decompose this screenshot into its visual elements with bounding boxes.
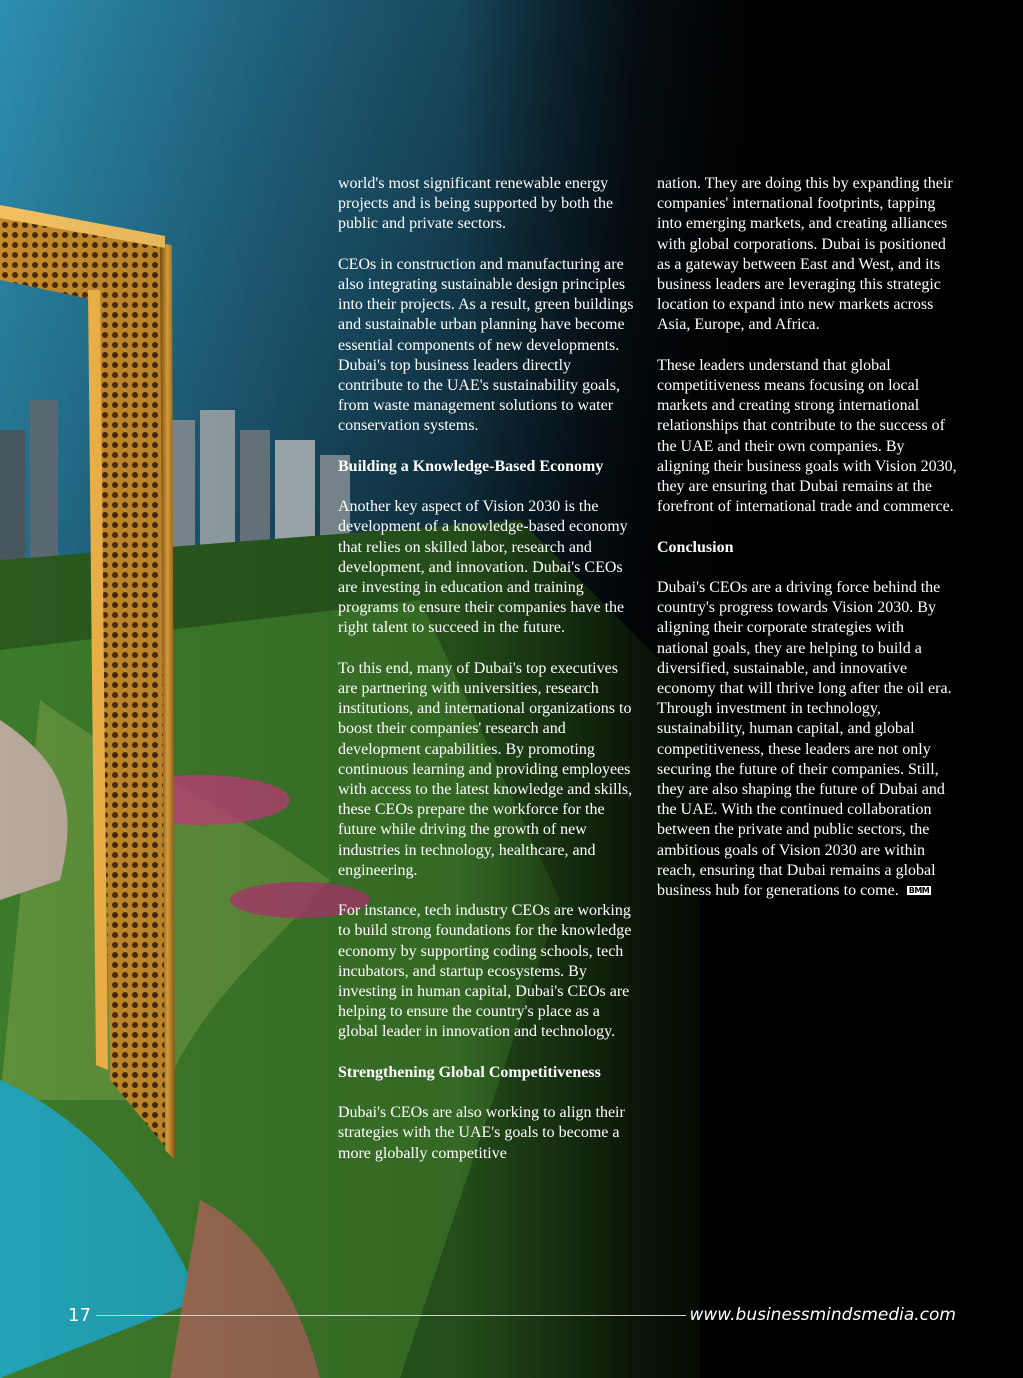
paragraph: CEOs in construction and manufacturing are also integrating sustainable design principles into their projects. As a result, green buildings and sustainable urban planning have become essential components of new developments. Dubai's top business leaders directly contribute to the UAE's sustainability goals, from waste management solutions to water conservation systems.	[338, 255, 634, 435]
section-heading: Conclusion	[657, 538, 734, 556]
paragraph: Dubai's CEOs are also working to align their strategies with the UAE's goals to become a more globally competitive	[338, 1104, 625, 1162]
article-column-right	[657, 174, 957, 921]
paragraph: world's most significant renewable energy projects and is being supported by both the public and private sectors.	[338, 175, 614, 233]
paragraph-conclusion	[657, 578, 957, 901]
paragraph: To this end, many of Dubai's top executives are partnering with universities, research institutions, and international organizations to boost their companies' research and development capabilities. By promoting continuous learning and providing employees with access to the latest knowledge and skills, these CEOs prepare the workforce for the future while driving the growth of new industries in technology, healthcare, and engineering.	[338, 659, 633, 879]
section-heading: Building a Knowledge-Based Economy	[338, 457, 604, 475]
footer-divider	[96, 1315, 686, 1316]
page-number: 17	[68, 1305, 91, 1326]
footer-website-link[interactable]: www.businessmindsmedia.com	[689, 1305, 956, 1325]
paragraph: Another key aspect of Vision 2030 is the development of a knowledge-based economy that relies on skilled labor, research and development, and innovation. Dubai's CEOs are investing in education and training programs to ensure their companies have the right talent to succeed in the future.	[338, 498, 628, 637]
paragraph: These leaders understand that global competitiveness means focusing on local markets and creating strong international relationships that contribute to the success of the UAE and their own companies. By aligning their business goals with Vision 2030, they are ensuring that Dubai remains at the forefront of international trade and commerce.	[657, 356, 957, 516]
section-heading: Strengthening Global Competitiveness	[338, 1063, 601, 1081]
paragraph: nation. They are doing this by expanding their companies' international footprints, tapping into emerging markets, and creating alliances with global corporations. Dubai is positioned as a gateway between East and West, and its business leaders are leveraging this strategic location to expand into new markets across Asia, Europe, and Africa.	[657, 175, 953, 334]
conclusion-text: Dubai's CEOs are a driving force behind the country's progress towards Vision 2030. By aligning their corporate strategies with national goals, they are helping to build a diversified, sustainable, and innovative economy that will thrive long after the oil era. Through investment in technology, sustainability, human capital, and global competitiveness, these leaders are not only securing the future of their companies. Still, they are also shaping the future of Dubai and the UAE. With the continued collaboration between the private and public sectors, the ambitious goals of Vision 2030 are within reach, ensuring that Dubai remains a global business hub for generations to come.	[657, 579, 952, 900]
article-column-left	[338, 174, 634, 1184]
bmm-end-mark-icon: BMM	[908, 886, 930, 896]
paragraph: For instance, tech industry CEOs are working to build strong foundations for the knowledge economy by supporting coding schools, tech incubators, and startup ecosystems. By investing in human capital, Dubai's CEOs are helping to ensure the country's place as a global leader in innovation and technology.	[338, 902, 632, 1041]
